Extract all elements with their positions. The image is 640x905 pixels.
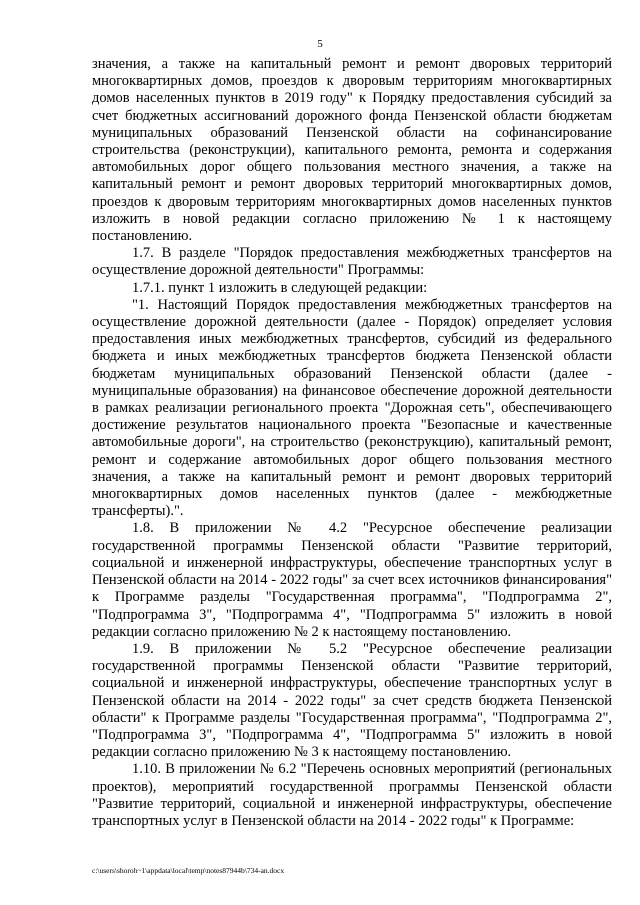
paragraph-1-8: 1.8. В приложении № 4.2 "Ресурсное обеспечение реализации государственной программы Пензенской области "Развитие территорий, социальной и инженерной инфраструктуры, обеспечение транспортных услуг в Пензенской области на 2014 - 2022 годы" за счет всех источников финансирования" к Программе разделы "Государственная программа", "Подпрограмма 2", "Подпрограмма 3", "Подпрограмма 4", "Подпрограмма 5" изложить в новой редакции согласно приложению № 2 к настоящему постановлению.: [92, 520, 612, 640]
document-body: [92, 56, 612, 830]
footer-file-path: c:\users\shoroh~1\appdata\local\temp\notes87944b\734-an.docx: [92, 866, 285, 875]
paragraph-1-10: 1.10. В приложении № 6.2 "Перечень основных мероприятий (региональных проектов), мероприятий государственной программы Пензенской области "Развитие территорий, социальной и инженерной инфраструктуры, обеспечение транспортных услуг в Пензенской области на 2014 - 2022 годы" к Программе:: [92, 761, 612, 829]
paragraph-quoted-point-1: "1. Настоящий Порядок предоставления межбюджетных трансфертов на осуществление дорожной деятельности (далее - Порядок) определяет условия предоставления иных межбюджетных трансфертов, субсидий из федерального бюджета и иных межбюджетных трансфертов бюджета Пензенской области бюджетам муниципальных образований Пензенской области (далее - муниципальные образования) на финансовое обеспечение дорожной деятельности в рамках реализации регионального проекта "Дорожная сеть", обеспечивающего достижение результатов национального проекта "Безопасные и качественные автомобильные дороги", на строительство (реконструкцию), капитальный ремонт, ремонт и содержание автомобильных дорог общего пользования местного значения, а также на капитальный ремонт и ремонт дворовых территорий многоквартирных домов населенных пунктов (далее - межбюджетные трансферты).".: [92, 296, 612, 520]
paragraph-continuation: значения, а также на капитальный ремонт и ремонт дворовых территорий многоквартирных домов, проездов к дворовым территориям многоквартирных домов населенных пунктов в 2019 году" к Порядку предоставления субсидий за счет бюджетных ассигнований дорожного фонда Пензенской области бюджетам муниципальных образований Пензенской области на софинансирование строительства (реконструкции), капитального ремонта, ремонта и содержания автомобильных дорог общего пользования местного значения, а также на капитальный ремонт и ремонт дворовых территорий многоквартирных домов, проездов к дворовым территориям многоквартирных домов населенных пунктов изложить в новой редакции согласно приложению № 1 к настоящему постановлению.: [92, 56, 612, 245]
paragraph-1-9: 1.9. В приложении № 5.2 "Ресурсное обеспечение реализации государственной программы Пензенской области "Развитие территорий, социальной и инженерной инфраструктуры, обеспечение транспортных услуг в Пензенской области на 2014 - 2022 годы" за счет средств бюджета Пензенской области" к Программе разделы "Государственная программа", "Подпрограмма 2", "Подпрограмма 3", "Подпрограмма 4", "Подпрограмма 5" изложить в новой редакции согласно приложению № 3 к настоящему постановлению.: [92, 640, 612, 761]
paragraph-1-7-1: 1.7.1. пункт 1 изложить в следующей редакции:: [132, 279, 428, 296]
paragraph-1-7: 1.7. В разделе "Порядок предоставления межбюджетных трансфертов на осуществление дорожной деятельности" Программы:: [92, 245, 612, 279]
page-number: 5: [317, 38, 323, 50]
